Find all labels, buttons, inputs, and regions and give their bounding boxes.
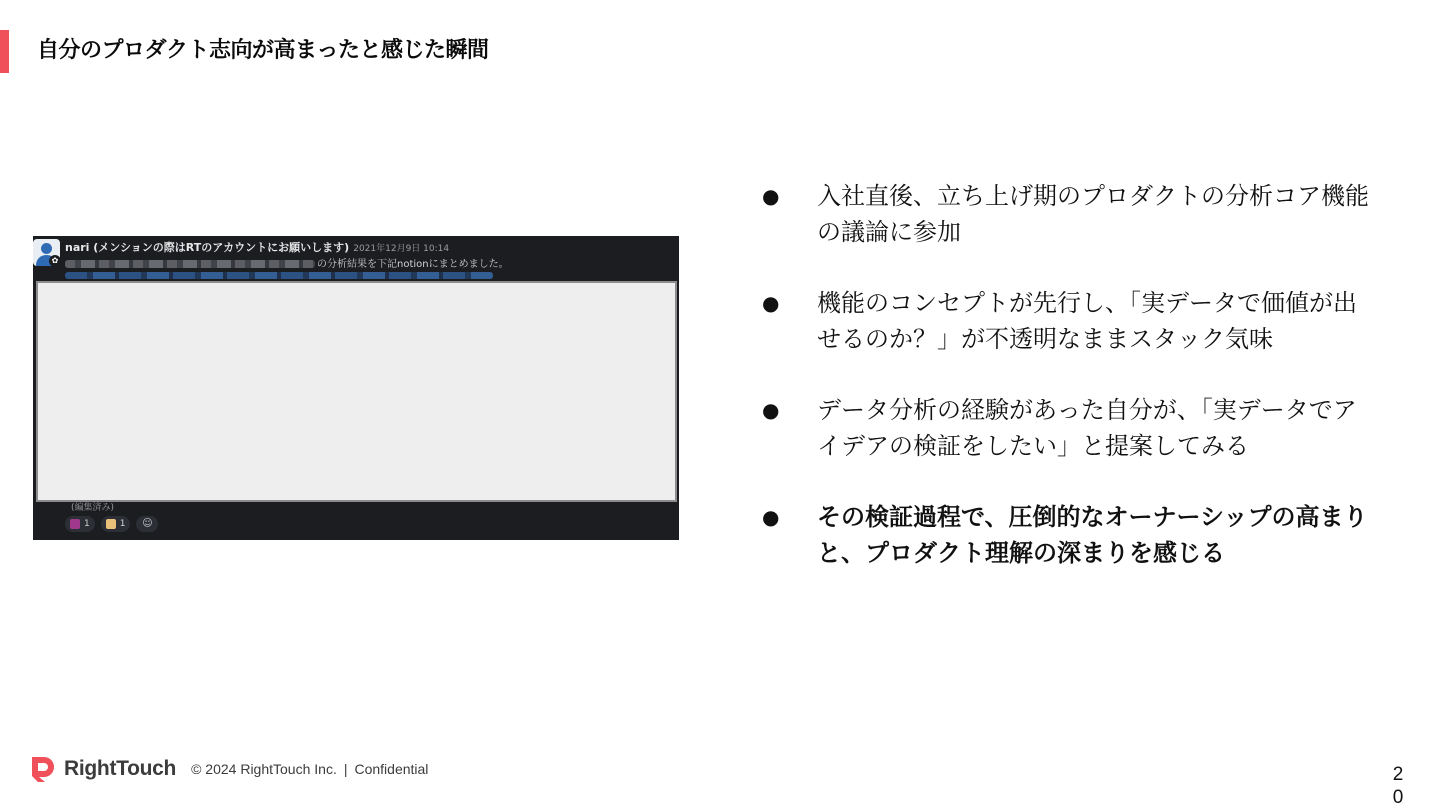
embedded-preview[interactable] (36, 281, 677, 502)
add-reaction-icon[interactable]: ☺ (136, 516, 158, 532)
page-number: 20 (1392, 764, 1404, 808)
title-accent-bar (0, 30, 9, 73)
bullet-dot: ● (762, 291, 780, 315)
bullet-item (762, 392, 1372, 464)
bullet-text: データ分析の経験があった自分が、「実データでアイデアの検証をしたい」と提案してみる (817, 396, 1357, 460)
footer (30, 755, 428, 783)
reaction-count: 1 (84, 519, 90, 529)
bullet-dot: ● (762, 398, 780, 422)
bullet-text: 入社直後、立ち上げ期のプロダクトの分析コア機能の議論に参加 (817, 182, 1369, 246)
bullet-text: 機能のコンセプトが先行し、「実データで価値が出せるのか？」が不透明なままスタック気味 (817, 289, 1357, 353)
confidential-label: Confidential (354, 761, 429, 777)
blurred-text (65, 260, 315, 268)
slack-message-screenshot (33, 236, 679, 540)
message-timestamp[interactable]: 2021年12月9日 10:14 (353, 244, 450, 254)
footer-separator: | (343, 761, 348, 777)
blurred-link[interactable] (65, 272, 493, 279)
bullet-list (762, 178, 1372, 606)
bullet-dot: ● (762, 505, 780, 529)
slide-title: 自分のプロダクト志向が高まったと感じた瞬間 (37, 38, 489, 63)
copyright (191, 761, 428, 777)
reaction-count: 1 (119, 519, 126, 529)
custom-emoji-icon (106, 519, 116, 529)
righttouch-logo-icon (30, 755, 56, 783)
message-text-visible: の分析結果を下記notionにまとめました。 (317, 259, 509, 270)
bullet-text: その検証過程で、圧倒的なオーナーシップの高まりと、プロダクト理解の深まりを感じる (817, 503, 1368, 567)
bullet-item (762, 285, 1372, 357)
edited-label: (編集済み) (71, 503, 115, 513)
bullet-dot: ● (762, 184, 780, 208)
copyright-text: © 2024 RightTouch Inc. (191, 761, 337, 777)
custom-emoji-icon (70, 519, 80, 529)
bullet-item (762, 178, 1372, 250)
message-author[interactable] (65, 239, 449, 255)
author-name[interactable]: nari (メンションの際はRTのアカウントにお願いします) (65, 241, 350, 254)
status-badge-icon: ✿ (49, 255, 61, 267)
brand-name: RightTouch (64, 757, 177, 780)
bullet-item-highlight (762, 499, 1372, 571)
message-text (65, 255, 509, 270)
reaction-pill[interactable] (65, 516, 95, 532)
reaction-bar (65, 516, 158, 532)
reaction-pill[interactable] (101, 516, 131, 532)
